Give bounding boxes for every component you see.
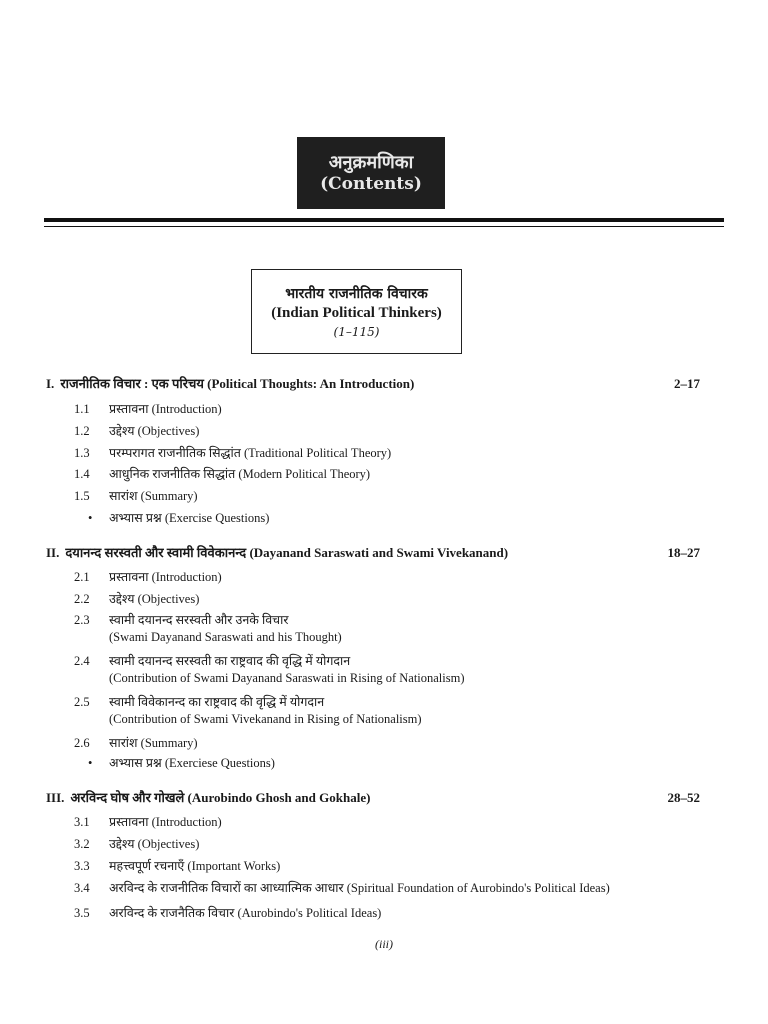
toc-item-number: 1.1 <box>74 402 90 416</box>
toc-item-text: अरविन्द के राजनीतिक विचारों का आध्यात्मिक आधार (Spiritual Foundation of Aurobindo's Political Ideas) <box>109 881 610 895</box>
toc-item-text: प्रस्तावना (Introduction) <box>109 402 222 416</box>
toc-item-text: सारांश (Summary) <box>109 489 198 503</box>
toc-item-number: 2.2 <box>74 592 90 606</box>
chapter-title: राजनीतिक विचार : एक परिचय (Political Thoughts: An Introduction) <box>60 376 415 391</box>
page-number: (iii) <box>375 937 393 951</box>
toc-item-text: आधुनिक राजनीतिक सिद्धांत (Modern Political Theory) <box>109 467 371 481</box>
toc-item <box>74 422 199 442</box>
part-title-hindi: भारतीय राजनीतिक विचारक <box>285 286 428 302</box>
chapter-pages: 18–27 <box>667 545 700 560</box>
toc-item <box>74 611 288 631</box>
toc-item-number: 1.5 <box>74 489 90 503</box>
chapter-number: II. <box>46 545 60 560</box>
toc-item-text: महत्त्वपूर्ण रचनाएँ (Important Works) <box>109 859 281 873</box>
toc-item-number: 2.4 <box>74 654 90 668</box>
toc-bullet-text: अभ्यास प्रश्न (Exerciese Questions) <box>109 756 275 770</box>
contents-heading-box <box>297 137 445 209</box>
toc-item-text: स्वामी दयानन्द सरस्वती का राष्ट्रवाद की वृद्धि में योगदान <box>109 654 351 668</box>
toc-item <box>74 444 391 464</box>
header-rule-thin <box>44 226 724 227</box>
toc-bullet-item <box>88 754 275 774</box>
toc-item-text: प्रस्तावना (Introduction) <box>109 570 222 584</box>
toc-item-subtitle: (Contribution of Swami Dayanand Saraswati in Rising of Nationalism) <box>109 671 465 685</box>
toc-item-text: उद्देश्य (Objectives) <box>109 837 200 851</box>
chapter-heading <box>46 788 700 808</box>
toc-bullet-item <box>88 509 269 529</box>
toc-item-number: 3.4 <box>74 881 90 895</box>
toc-item-number: 2.5 <box>74 695 90 709</box>
contents-title-english: (Contents) <box>320 173 422 194</box>
toc-item-subtitle: (Contribution of Swami Vivekanand in Rising of Nationalism) <box>109 712 422 726</box>
chapter-title: अरविन्द घोष और गोखले (Aurobindo Ghosh and Gokhale) <box>70 790 371 805</box>
toc-item-text: सारांश (Summary) <box>109 736 198 750</box>
toc-item <box>74 652 350 672</box>
toc-item <box>74 835 199 855</box>
toc-item <box>74 590 199 610</box>
toc-item <box>74 693 324 713</box>
toc-item-text: स्वामी विवेकानन्द का राष्ट्रवाद की वृद्धि में योगदान <box>109 695 325 709</box>
contents-title-hindi: अनुक्रमणिका <box>328 152 414 173</box>
toc-item <box>74 487 198 507</box>
toc-item-number: 2.1 <box>74 570 90 584</box>
toc-item <box>74 857 280 877</box>
toc-item-text: उद्देश्य (Objectives) <box>109 592 200 606</box>
toc-item <box>74 813 222 833</box>
toc-item <box>74 568 222 588</box>
toc-item-text: अरविन्द के राजनैतिक विचार (Aurobindo's Political Ideas) <box>109 906 382 920</box>
toc-item <box>74 465 370 485</box>
toc-item-text: उद्देश्य (Objectives) <box>109 424 200 438</box>
toc-item-number: 3.2 <box>74 837 90 851</box>
chapter-pages: 28–52 <box>667 790 700 805</box>
toc-item-subtitle: (Swami Dayanand Saraswati and his Thought) <box>109 630 342 644</box>
toc-item-number: 1.4 <box>74 467 90 481</box>
bullet-icon: • <box>88 511 93 525</box>
toc-item <box>74 400 222 420</box>
toc-item-number: 3.3 <box>74 859 90 873</box>
toc-item <box>74 904 381 924</box>
chapter-title: दयानन्द सरस्वती और स्वामी विवेकानन्द (Dayanand Saraswati and Swami Vivekanand) <box>65 545 509 560</box>
toc-item-number: 1.3 <box>74 446 90 460</box>
part-page-range: (1–115) <box>333 325 380 339</box>
toc-item-number: 2.6 <box>74 736 90 750</box>
toc-item-text: स्वामी दयानन्द सरस्वती और उनके विचार <box>109 613 289 627</box>
toc-item-text: प्रस्तावना (Introduction) <box>109 815 222 829</box>
toc-item-number: 3.1 <box>74 815 90 829</box>
toc-item <box>74 879 610 899</box>
toc-item-number: 1.2 <box>74 424 90 438</box>
toc-item-number: 3.5 <box>74 906 90 920</box>
header-rule-thick <box>44 218 724 222</box>
chapter-heading <box>46 374 700 394</box>
toc-item <box>74 734 198 754</box>
chapter-number: III. <box>46 790 65 805</box>
chapter-heading <box>46 543 700 563</box>
toc-bullet-text: अभ्यास प्रश्न (Exercise Questions) <box>109 511 270 525</box>
toc-item-text: परम्परागत राजनीतिक सिद्धांत (Traditional Political Theory) <box>109 446 392 460</box>
chapter-pages: 2–17 <box>674 376 700 391</box>
bullet-icon: • <box>88 756 93 770</box>
part-title-english: (Indian Political Thinkers) <box>271 305 442 321</box>
toc-item-number: 2.3 <box>74 613 90 627</box>
chapter-number: I. <box>46 376 55 391</box>
part-title-box <box>251 269 462 354</box>
